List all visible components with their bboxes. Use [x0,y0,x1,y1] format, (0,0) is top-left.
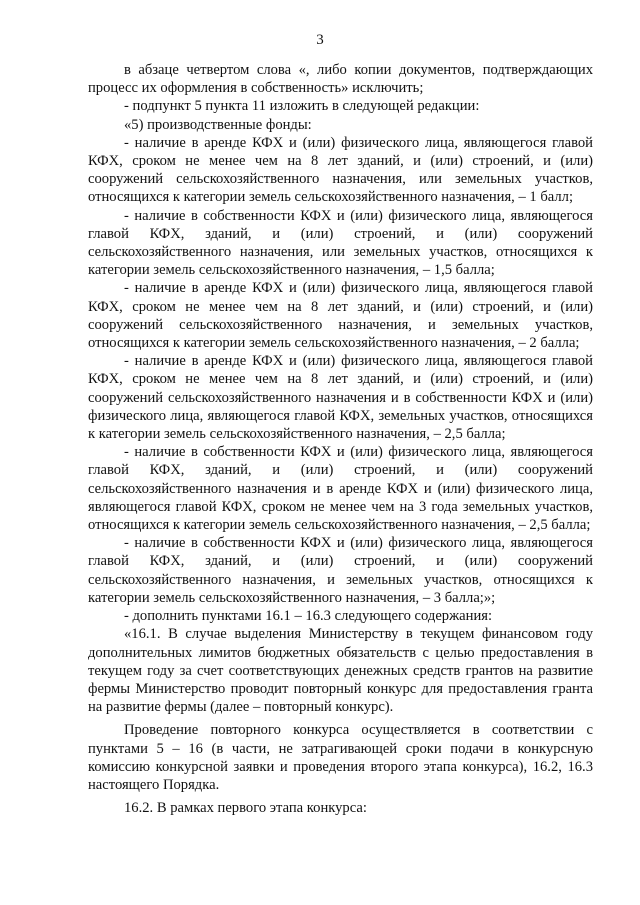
paragraph-podpunkt-5: - подпункт 5 пункта 11 изложить в следующей редакции: [124,98,480,115]
paragraph-proizvodstvennye-fondy: «5) производственные фонды: [124,116,312,133]
list-item-1-ball: - наличие в аренде КФХ и (или) физического лица, являющегося главой КФХ, сроком не менее чем на 8 лет зданий, и (или) строений, и (или) сооружений сельскохозяйственного назначения, или земельных участков, относящихся к категории земель сельскохозяйственного назначения, – 1 балл; [88,134,593,206]
list-item-2-balla: - наличие в аренде КФХ и (или) физического лица, являющегося главой КФХ, сроком не менее чем на 8 лет зданий, и (или) строений, и (или) сооружений сельскохозяйственного назначения, и земельных участков, относящихся к категории земель сельскохозяйственного назначения, – 2 балла; [88,280,593,352]
paragraph-16-2: 16.2. В рамках первого этапа конкурса: [124,800,367,817]
paragraph-dopolnit-punktami: - дополнить пунктами 16.1 – 16.3 следующего содержания: [124,608,493,625]
list-item-2-5-balla-b: - наличие в собственности КФХ и (или) физического лица, являющегося главой КФХ, зданий, и (или) строений, и (или) сооружений сельскохозяйственного назначения и в аренде КФХ и (или) физического лица, являющегося главой КФХ, сроком не менее чем на 3 года земельных участков, относящихся к категории земель сельскохозяйственного назначения, – 2,5 балла; [88,444,593,534]
list-item-3-balla: - наличие в собственности КФХ и (или) физического лица, являющегося главой КФХ, зданий, и (или) строений, и (или) сооружений сельскохозяйственного назначения, и земельных участков, относящихся к категории земель сельскохозяйственного назначения, – 3 балла;»; [88,535,593,606]
paragraph-16-1: «16.1. В случае выделения Министерству в текущем финансовом году дополнительных лимитов бюджетных обязательств с целью предоставления в текущем году за счет соответствующих денежных средств грантов на развитие фермы Министерство проводит повторный конкурс для предоставления гранта на развитие фермы (далее – повторный конкурс). [88,626,593,716]
paragraph-abzac-chetvertyy: в абзаце четвертом слова «, либо копии документов, подтверждающих процесс их оформления в собственность» исключить; [88,62,593,97]
list-item-1-5-balla: - наличие в собственности КФХ и (или) физического лица, являющегося главой КФХ, зданий, и (или) строений, и (или) сооружений сельскохозяйственного назначения, или земельных участков, относящихся к категории земель сельскохозяйственного назначения, – 1,5 балла; [88,207,593,279]
list-item-2-5-balla-a: - наличие в аренде КФХ и (или) физического лица, являющегося главой КФХ, сроком не менее чем на 8 лет зданий, и (или) строений, и (или) сооружений сельскохозяйственного назначения и в собственности КФХ и (или) физического лица, являющегося главой КФХ, земельных участков, относящихся к категории земель сельскохозяйственного назначения, – 2,5 балла; [88,353,593,443]
paragraph-provedenie-povtornogo-konkursa: Проведение повторного конкурса осуществляется в соответствии с пунктами 5 – 16 (в части, не затрагивающей сроки подачи в конкурсную комиссию конкурсной заявки и проведения второго этапа конкурса), 16.2, 16.3 настоящего Порядка. [88,722,593,793]
document-body [88,61,593,817]
page-number: 3 [316,32,324,48]
